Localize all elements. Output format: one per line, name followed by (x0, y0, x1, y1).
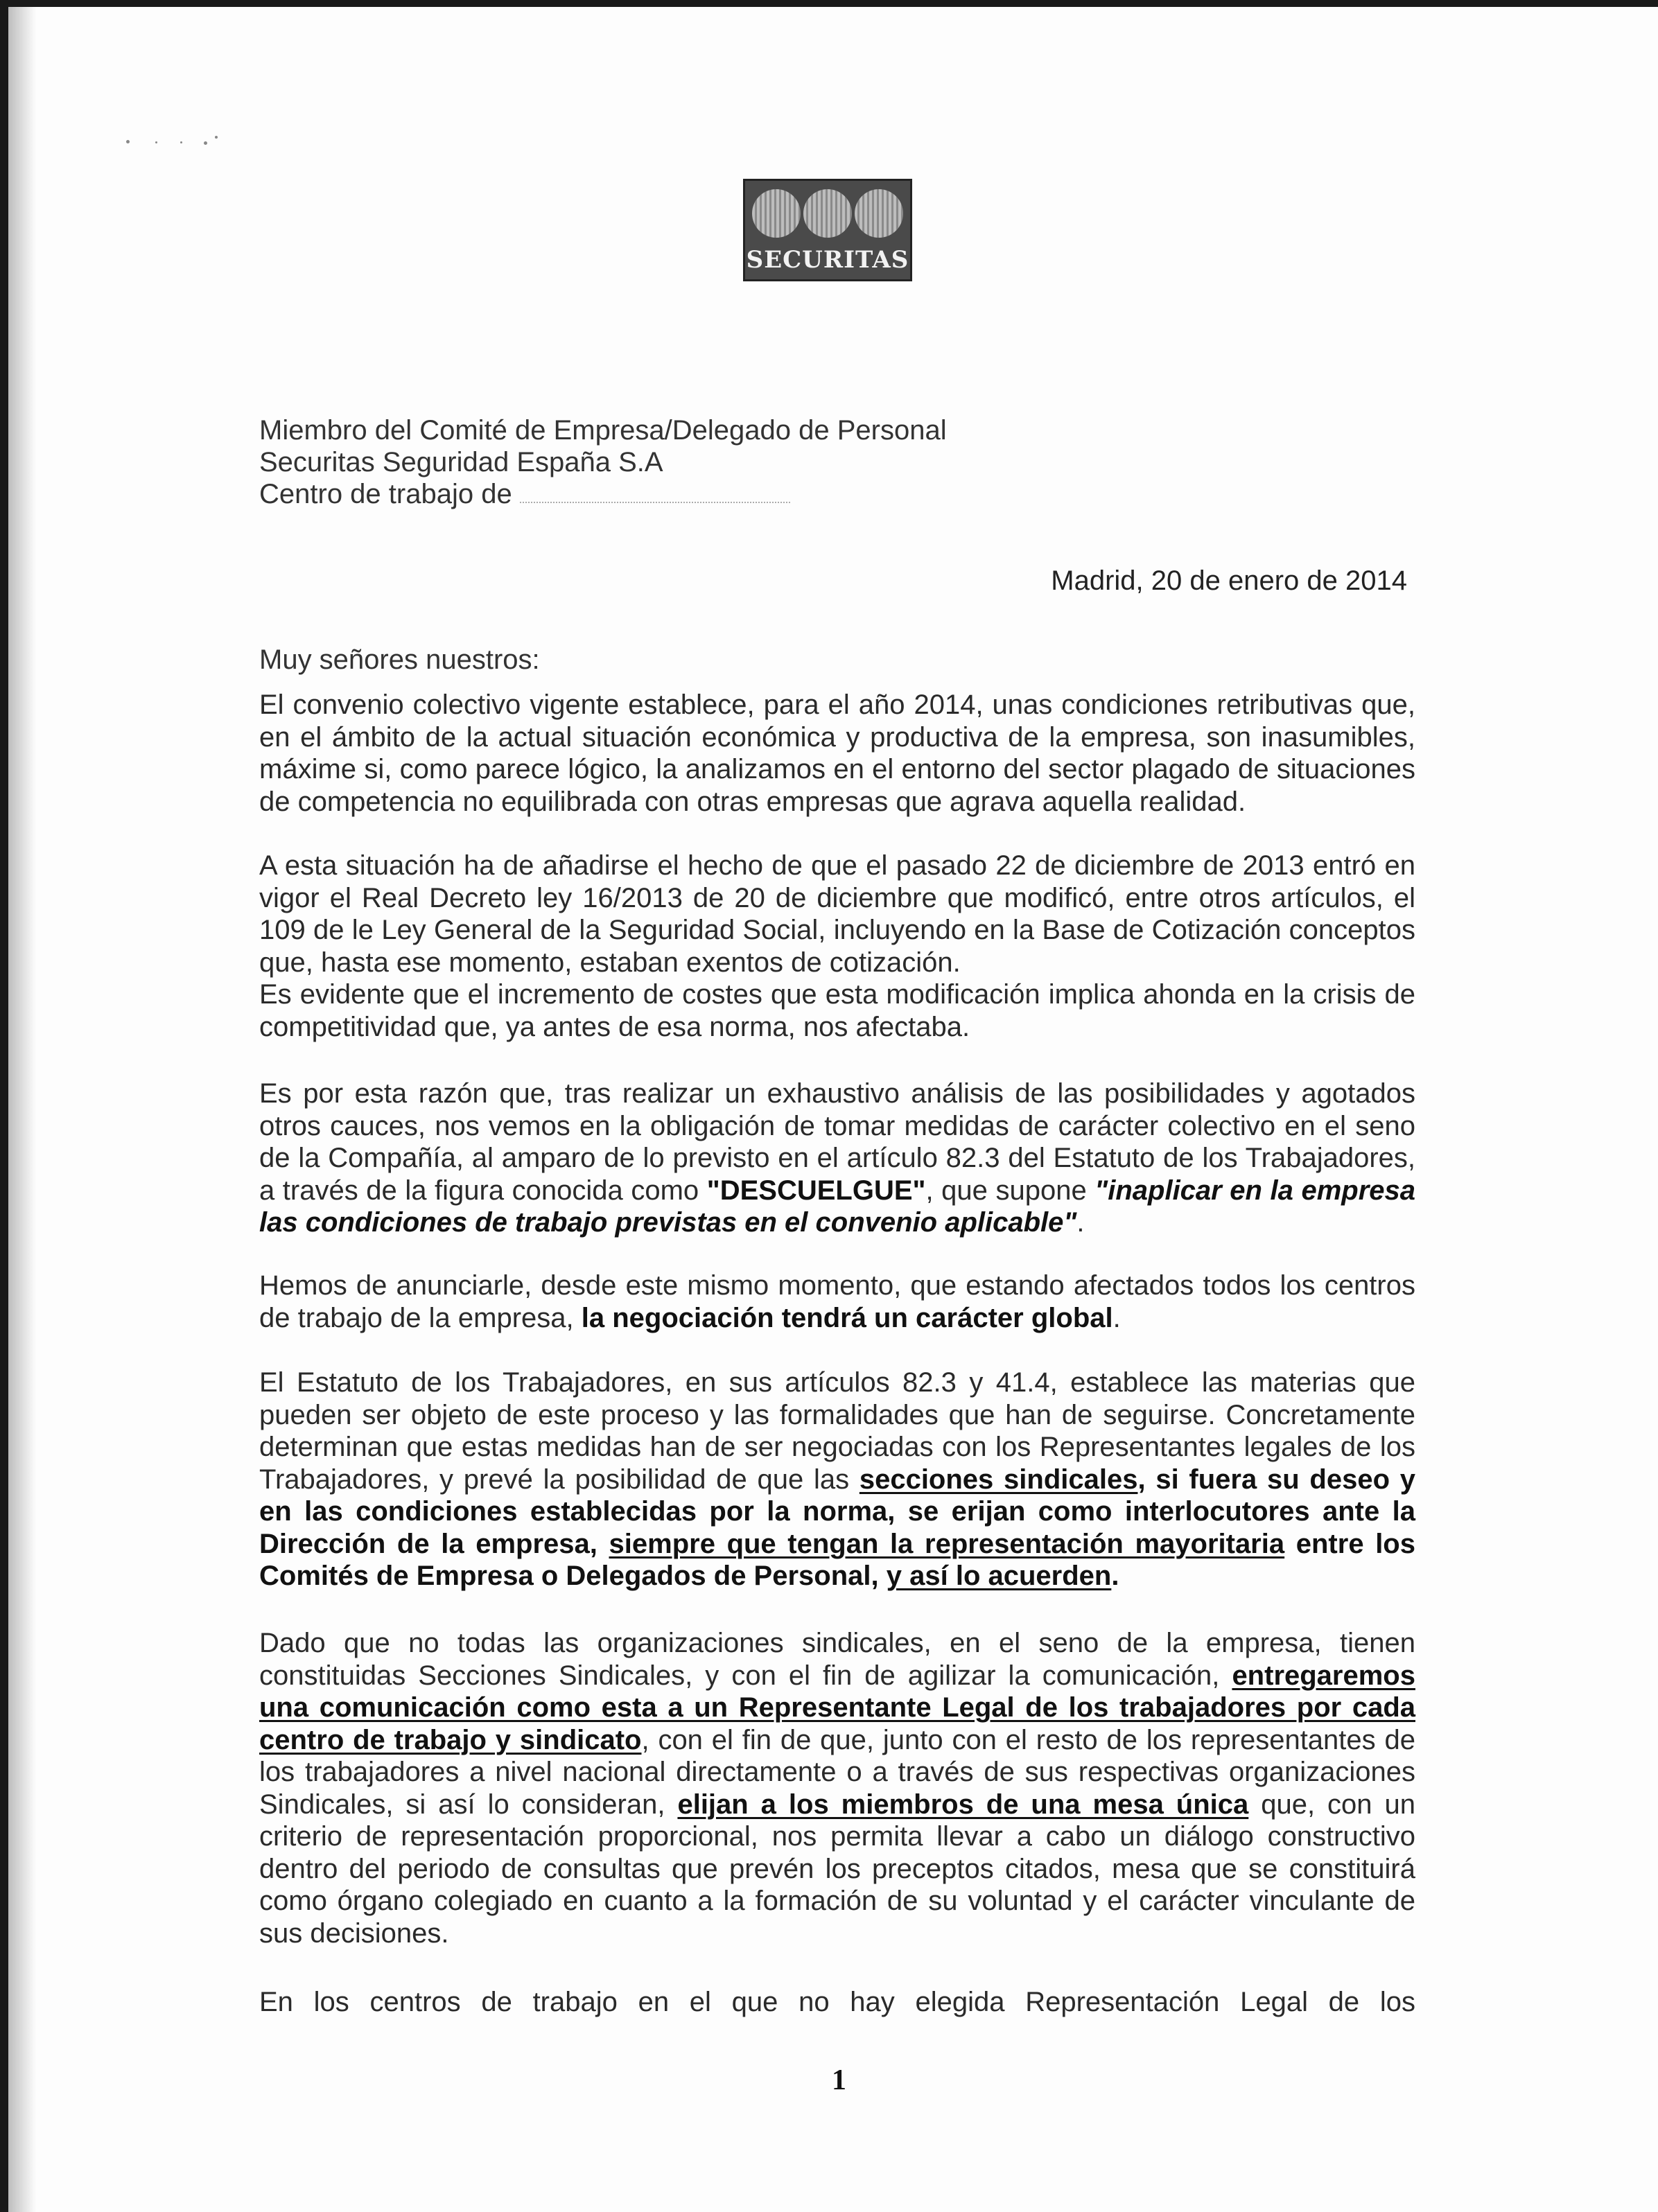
p4-bold: la negociación tendrá un carácter global (581, 1302, 1113, 1333)
p3-quote: "inaplicar en la empresa las condiciones de trabajo previstas en el convenio aplicable" (259, 1175, 1416, 1238)
logo-circle-icon (752, 189, 801, 238)
letter-date: Madrid, 20 de enero de 2014 (1051, 565, 1407, 596)
workplace-label: Centro de trabajo de (259, 479, 512, 509)
p5-text: El Estatuto de los Trabajadores, en sus artículos 82.3 y 41.4, establece las materias que pueden ser objeto de este proceso y las formalidades que han de seguirse. Concretamente determinan que estas medidas han de ser negociadas con los Representantes legales de los Trabajadores, y prevé la posibilidad de que las (259, 1367, 1415, 1495)
p6-entregaremos: entregaremos una comunicación como esta a un Representante Legal de los trabajadores por cada centro de trabajo y sindicato (259, 1660, 1415, 1755)
p6-text-3: que, con un criterio de representación proporcional, nos permita llevar a cabo un diálogo constructivo dentro del periodo de consultas que prevén los preceptos citados, mesa que se constituirá como órgano colegiado en cuanto a la formación de su voluntad y el carácter vinculante de sus decisiones. (259, 1789, 1415, 1949)
recipient-line-2: Securitas Seguridad España S.A (259, 447, 663, 477)
paragraph-2a: A esta situación ha de añadirse el hecho de que el pasado 22 de diciembre de 2013 entró en vigor el Real Decreto ley 16/2013 de 20 de diciembre que modificó, entre otros artículos, el 109 de le Ley General de la Seguridad Social, incluyendo en la Base de Cotización conceptos que, hasta ese momento, estaban exentos de cotización. (259, 850, 1415, 978)
p5-asi-lo-acuerden: y así lo acuerden (886, 1561, 1112, 1591)
paragraph-2b: Es evidente que el incremento de costes que esta modificación implica ahonda en la crisis de competitividad que, ya antes de esa norma, nos afectaba. (259, 979, 1415, 1042)
paragraph-7: En los centros de trabajo en el que no hay elegida Representación Legal de los (259, 1987, 1415, 2017)
securitas-logo (743, 179, 912, 281)
p4-text: Hemos de anunciarle, desde este mismo momento, que estando afectados todos los centros de trabajo de la empresa, (259, 1270, 1415, 1333)
page-number: 1 (832, 2064, 846, 2096)
salutation: Muy señores nuestros: (259, 644, 540, 675)
paragraph-5 (259, 1367, 1415, 1592)
p6-text-2: , con el fin de que, junto con el resto de los representantes de los trabajadores a nivel nacional directamente o a través de sus respectivas organizaciones Sindicales, si así lo consideran, (259, 1724, 1415, 1820)
p5-bold-2: entre los Comités de Empresa o Delegados de Personal, (259, 1528, 1415, 1591)
p6-text: Dado que no todas las organizaciones sindicales, en el seno de la empresa, tienen constituidas Secciones Sindicales, y con el fin de agilizar la comunicación, (259, 1628, 1415, 1691)
p3-descuelgue: "DESCUELGUE" (706, 1175, 926, 1206)
recipient-line-1: Miembro del Comité de Empresa/Delegado de Personal (259, 415, 947, 446)
workplace-blank (520, 481, 790, 503)
paragraph-1: El convenio colectivo vigente establece, para el año 2014, unas condiciones retributivas que, en el ámbito de la actual situación económica y productiva de la empresa, son inasumibles, máxime si, como parece lógico, la analizamos en el entorno del sector plagado de situaciones de competencia no equilibrada con otras empresas que agrava aquella realidad. (259, 690, 1415, 817)
p5-end: . (1111, 1561, 1119, 1591)
logo-circle-icon (803, 189, 852, 238)
p5-representacion-mayoritaria: siempre que tengan la representación mayoritaria (609, 1528, 1285, 1559)
p6-mesa-unica: elijan a los miembros de una mesa única (677, 1789, 1249, 1820)
scan-shadow (8, 7, 36, 2212)
logo-wordmark: SECURITAS (746, 246, 909, 274)
paragraph-4 (259, 1270, 1415, 1334)
paragraph-3 (259, 1078, 1415, 1239)
letter-page (8, 7, 1658, 2212)
scan-specks (119, 132, 230, 152)
p3-text: Es por esta razón que, tras realizar un exhaustivo análisis de las posibilidades y agotados otros cauces, nos vemos en la obligación de tomar medidas de carácter colectivo en el seno de la Compañía, al amparo de lo previsto en el artículo 82.3 del Estatuto de los Trabajadores, a través de la figura conocida como (259, 1078, 1415, 1206)
recipient-address (259, 414, 947, 510)
logo-circles (752, 189, 903, 245)
logo-circle-icon (855, 189, 903, 238)
p3-end: . (1076, 1207, 1085, 1238)
p4-end: . (1112, 1302, 1121, 1333)
p3-text-2: , que supone (925, 1175, 1095, 1206)
p5-secciones-sindicales: secciones sindicales (859, 1464, 1138, 1495)
p5-bold: , si fuera su deseo y en las condiciones establecidas por la norma, se erijan como interlocutores ante la Dirección de la empresa, (259, 1464, 1415, 1559)
paragraph-6 (259, 1627, 1415, 1949)
recipient-line-3 (259, 478, 947, 510)
paragraph-2 (259, 850, 1415, 1043)
